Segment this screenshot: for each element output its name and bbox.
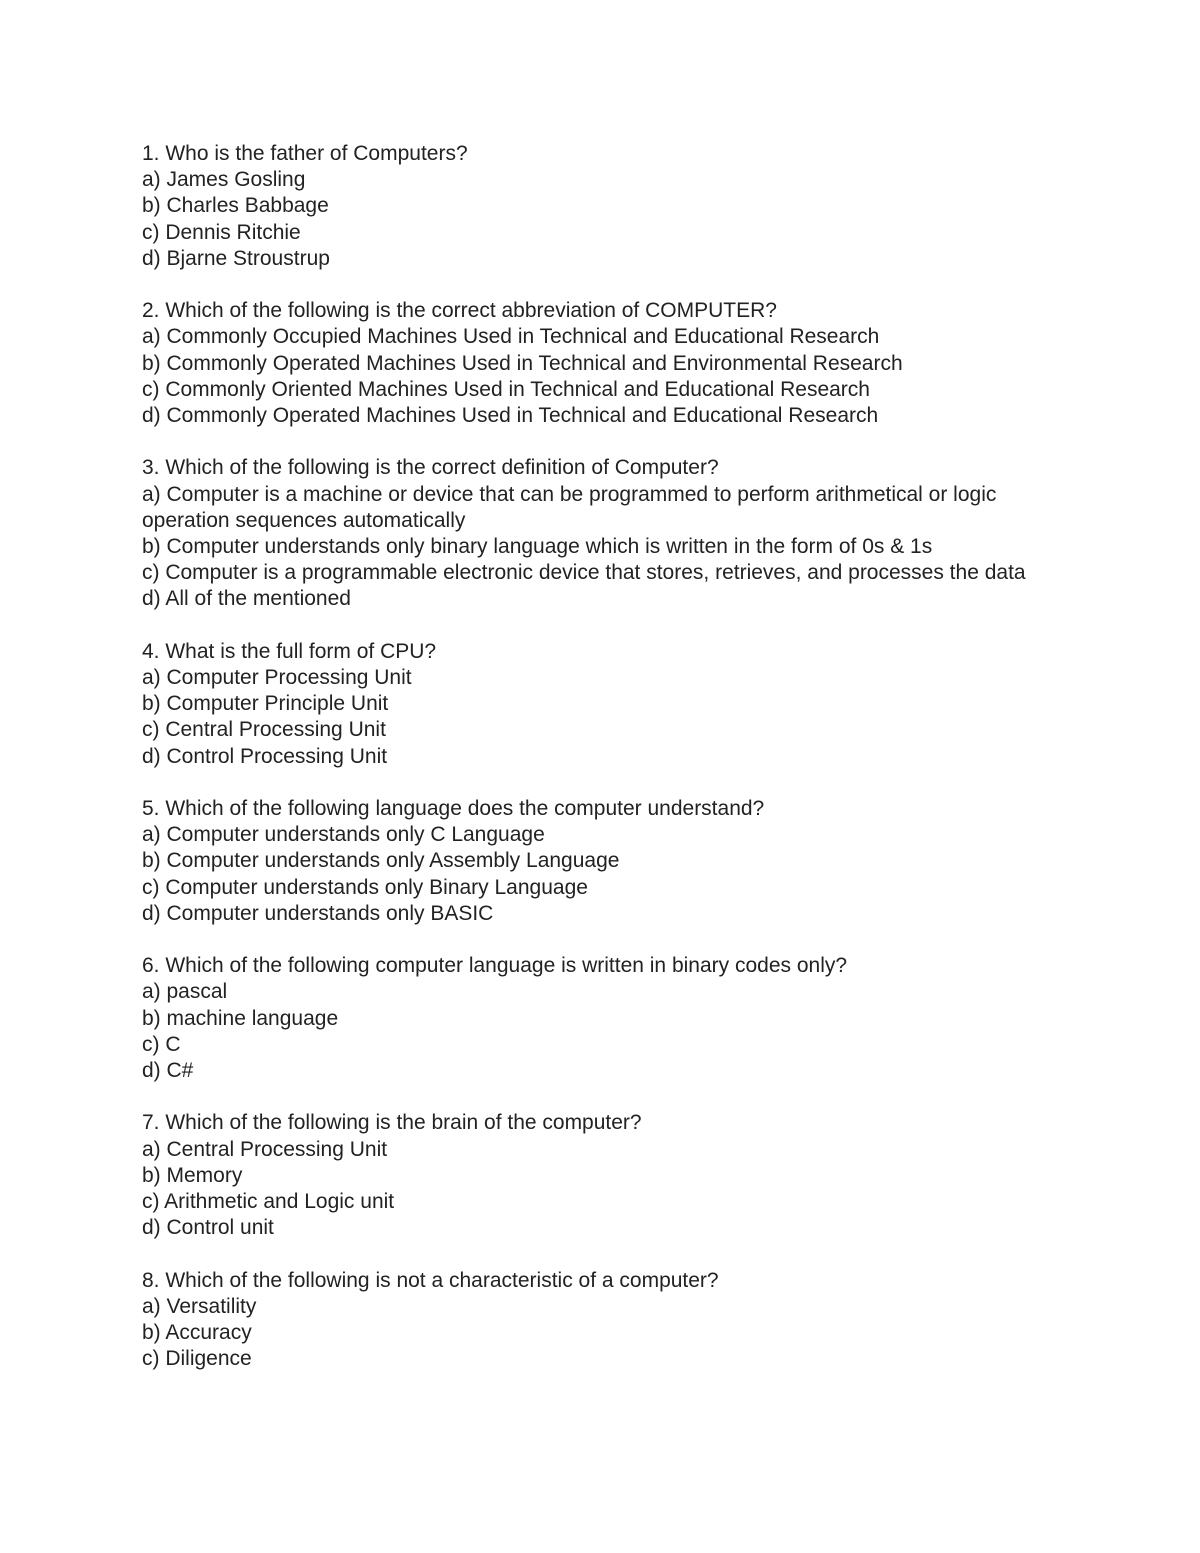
answer-option: b) Computer understands only Assembly Language [142,849,620,873]
answer-option: d) Computer understands only BASIC [142,901,494,925]
answer-option: b) Computer understands only binary language which is written in the form of 0s & 1s [142,535,933,559]
answer-option: d) Control unit [142,1216,274,1240]
answer-option: b) Memory [142,1163,243,1187]
question-block [142,455,1082,612]
answer-option: c) Diligence [142,1347,252,1371]
answer-option: a) Versatility [142,1294,257,1318]
question-block [142,639,1082,770]
answer-option: c) Dennis Ritchie [142,220,301,244]
answer-option: d) Control Processing Unit [142,744,388,768]
question-prompt: 6. Which of the following computer language is written in binary codes only? [142,954,848,978]
answer-option: b) Accuracy [142,1321,252,1345]
answer-option: c) Computer is a programmable electronic device that stores, retrieves, and processes the data [142,561,1026,585]
answer-option: d) C# [142,1059,194,1083]
answer-option: a) James Gosling [142,168,306,192]
answer-option: c) Central Processing Unit [142,718,386,742]
answer-option: d) Bjarne Stroustrup [142,246,330,270]
answer-option: a) Computer Processing Unit [142,666,412,690]
question-prompt: 2. Which of the following is the correct abbreviation of COMPUTER? [142,299,777,323]
question-prompt: 1. Who is the father of Computers? [142,142,468,165]
answer-option: b) machine language [142,1006,339,1030]
question-block [142,1110,1082,1241]
answer-option: a) Computer is a machine or device that can be programmed to perform arithmetical or logic operation sequences automatically [142,482,997,532]
answer-option: d) All of the mentioned [142,587,351,611]
question-block [142,796,1082,927]
answer-option: b) Computer Principle Unit [142,692,389,716]
answer-option: b) Charles Babbage [142,194,329,218]
answer-option: a) Commonly Occupied Machines Used in Technical and Educational Research [142,325,880,349]
answer-option: a) Central Processing Unit [142,1137,388,1161]
answer-option: c) C [142,1032,181,1056]
answer-option: c) Arithmetic and Logic unit [142,1190,395,1214]
answer-option: d) Commonly Operated Machines Used in Technical and Educational Research [142,404,879,428]
question-prompt: 4. What is the full form of CPU? [142,639,437,663]
question-prompt: 7. Which of the following is the brain of the computer? [142,1111,642,1135]
answer-option: b) Commonly Operated Machines Used in Technical and Environmental Research [142,351,903,375]
question-block [142,953,1082,1084]
answer-option: c) Computer understands only Binary Language [142,875,588,899]
answer-option: c) Commonly Oriented Machines Used in Technical and Educational Research [142,377,870,401]
answer-option: a) Computer understands only C Language [142,823,545,847]
question-block [142,141,1082,272]
answer-option: a) pascal [142,980,228,1004]
question-block [142,1268,1082,1373]
question-prompt: 5. Which of the following language does the computer understand? [142,797,765,821]
question-block [142,298,1082,429]
quiz-content [142,141,1082,1399]
question-prompt: 8. Which of the following is not a characteristic of a computer? [142,1268,719,1292]
question-prompt: 3. Which of the following is the correct definition of Computer? [142,456,719,480]
